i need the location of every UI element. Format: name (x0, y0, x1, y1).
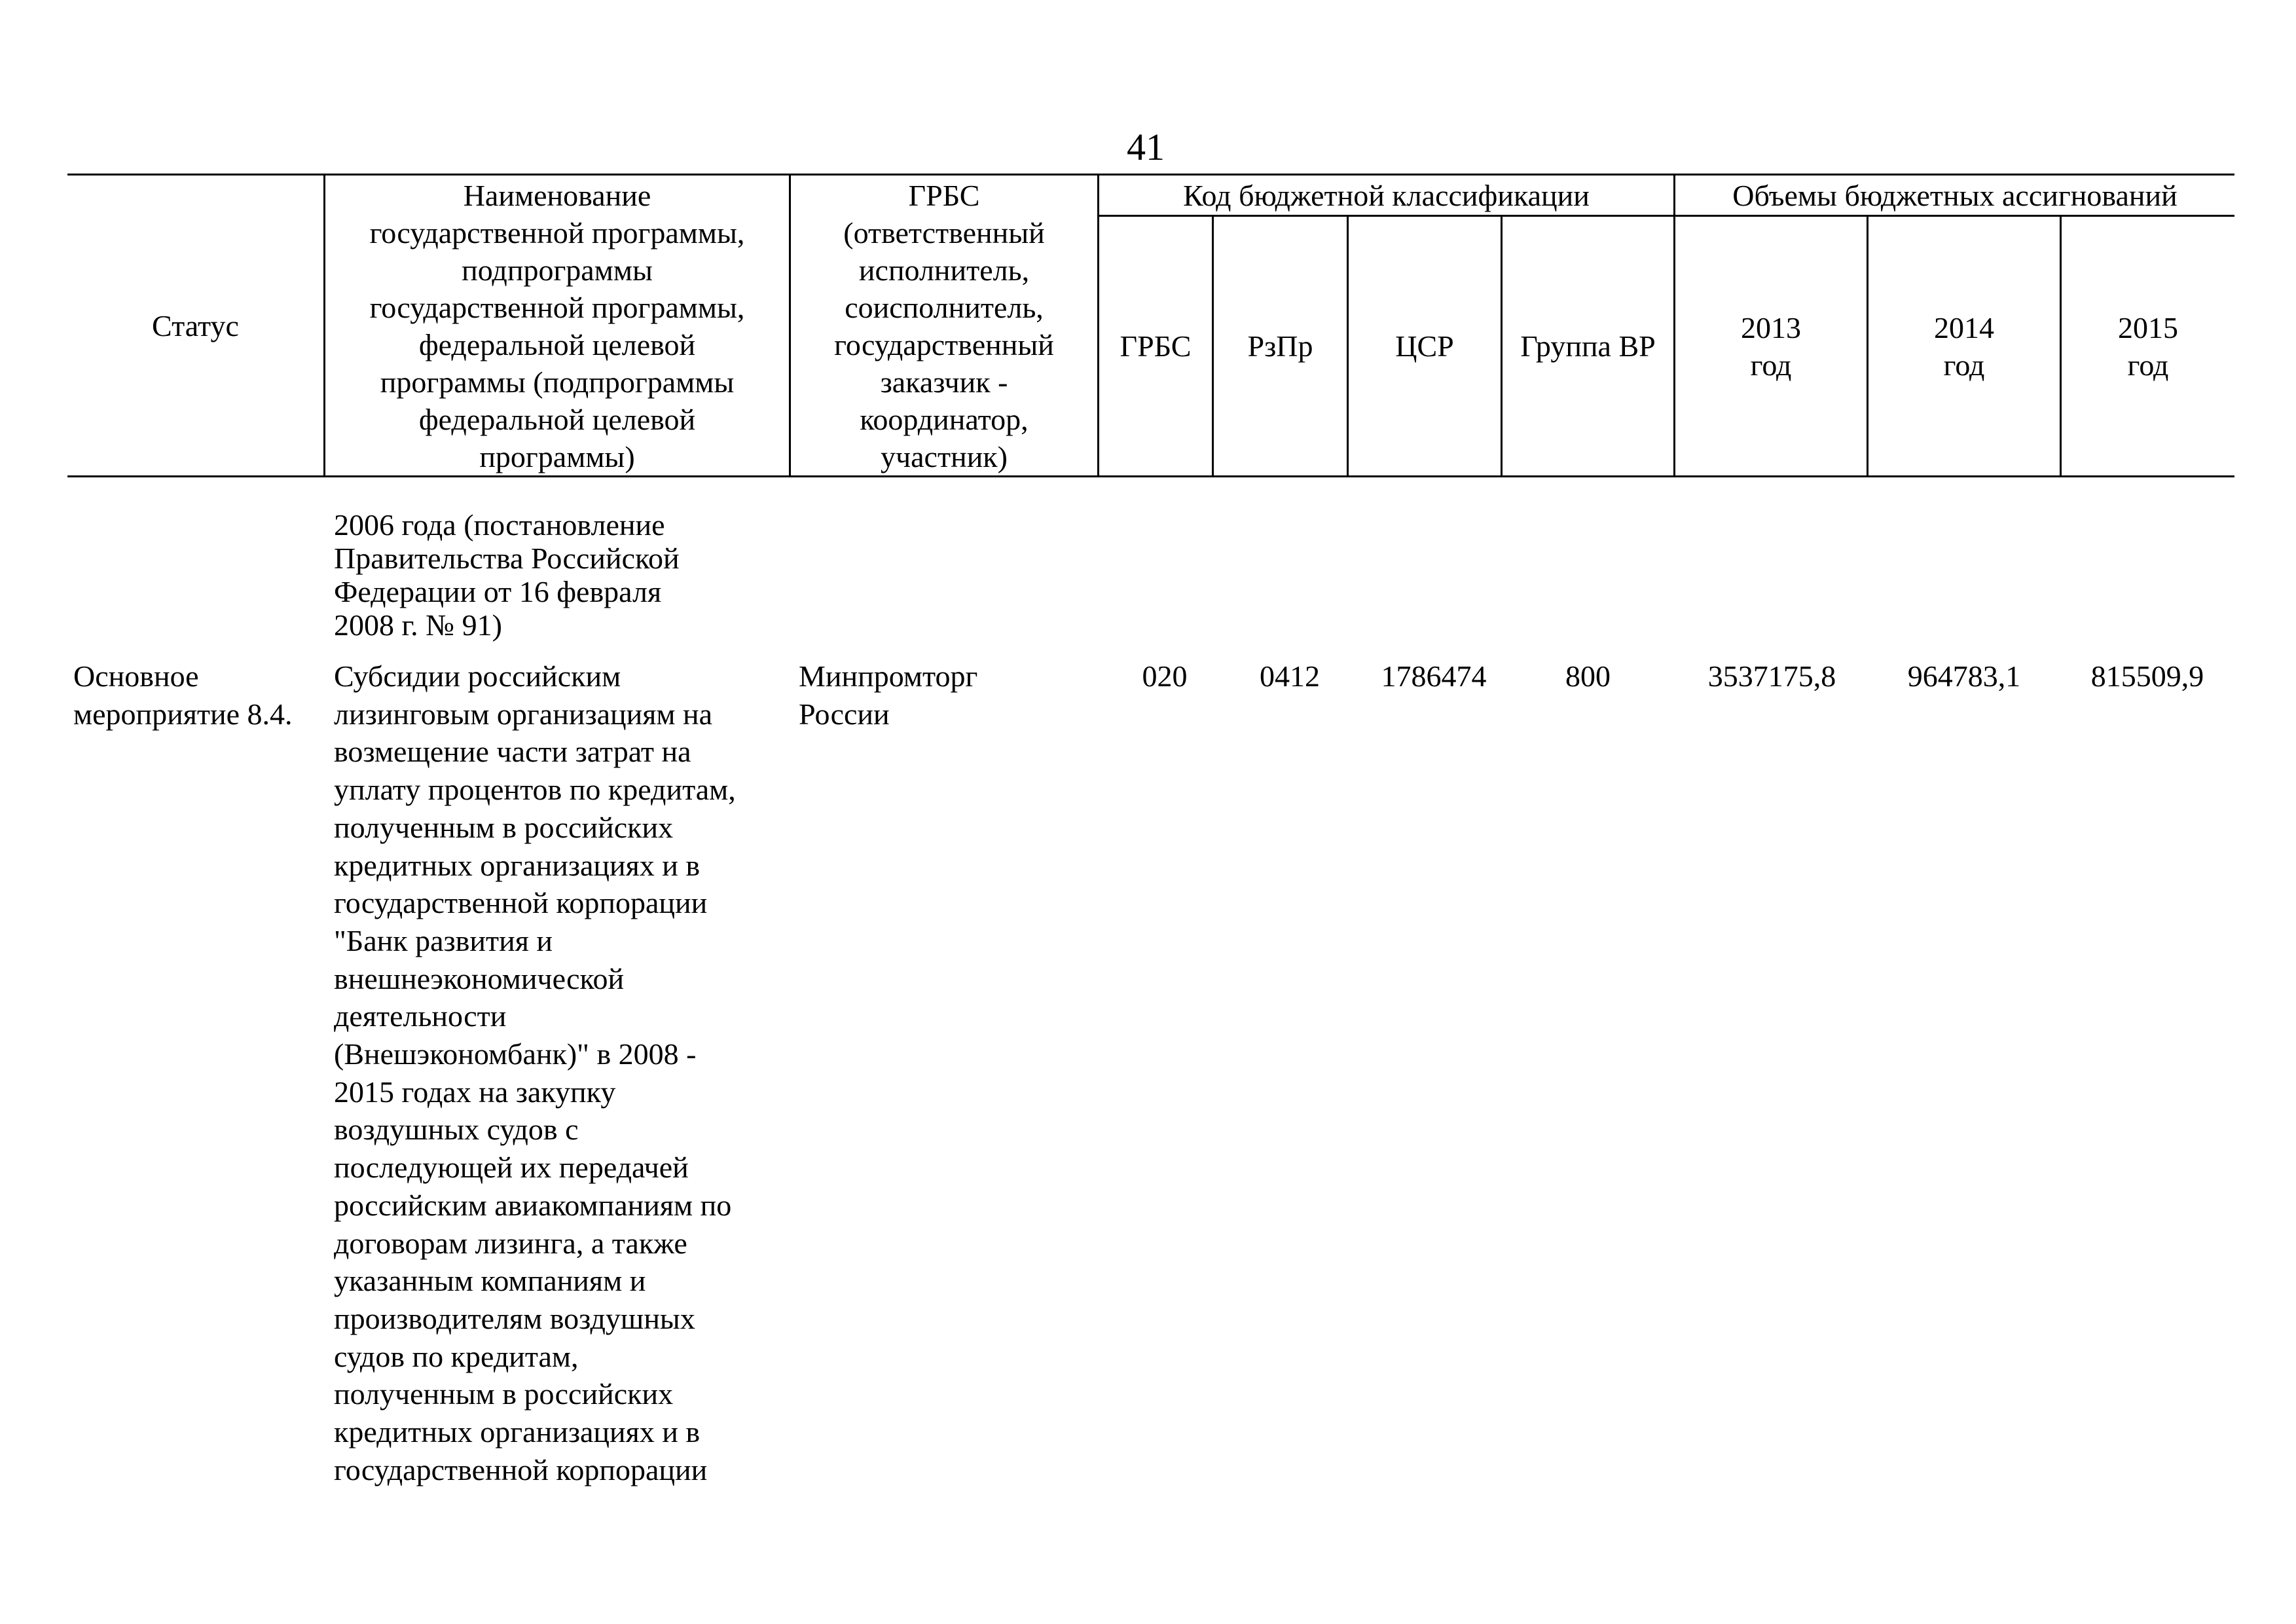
header-allocations-group (1675, 175, 2234, 215)
row-name: Субсидии российским лизинговым организациям на возмещение части затрат на уплату процентов по кредитам, полученным в российских кредитных организациях и в государственной корпорации "Банк развития и внешнеэкономической деятельности (Внешэкономбанк)" в 2008 - 2015 годах на закупку воздушных судов с последующей их передачей российским авиакомпаниям по договорам лизинга, а также указанным компаниям и производителям воздушных судов по кредитам, полученным в российских кредитных организациях и в государственной корпорации (334, 659, 736, 1486)
header-code-grbs-label: ГРБС (1120, 329, 1192, 363)
header-status-label: Статус (152, 308, 239, 342)
header-code-rzpr-label: РзПр (1247, 329, 1313, 363)
row-code-grbs: 020 (1142, 659, 1188, 693)
row-grbs: Минпромторг России (799, 659, 978, 731)
header-budget-code-group (1099, 175, 1673, 215)
header-name (325, 177, 789, 475)
header-budget-code-group-label: Код бюджетной классификации (1183, 178, 1590, 212)
row-amount-2014: 964783,1 (1907, 659, 2021, 693)
header-code-csr (1349, 217, 1501, 475)
row-code-group-vr: 800 (1565, 659, 1611, 693)
continuation-text: 2006 года (постановление Правительства Российской Федерации от 16 февраля 2008 г. № 91) (334, 508, 680, 642)
header-year-2015-label: 2015 год (2118, 310, 2178, 382)
header-year-2014 (1868, 217, 2060, 475)
header-year-2015 (2062, 217, 2234, 475)
header-year-2014-label: 2014 год (1934, 310, 1994, 382)
row-amount-2015: 815509,9 (2090, 659, 2204, 693)
header-bottom-border (67, 475, 2234, 477)
header-grbs-responsible-label: ГРБС (ответственный исполнитель, соисполнитель, государственный заказчик - координатор, участник) (834, 179, 1054, 473)
header-status (67, 175, 323, 475)
row-status: Основное мероприятие 8.4. (73, 659, 293, 731)
page-number: 41 (1127, 126, 1165, 168)
row-code-csr: 1786474 (1381, 659, 1487, 693)
header-code-group-vr-label: Группа ВР (1520, 329, 1656, 363)
header-code-rzpr (1214, 217, 1347, 475)
header-code-group-vr (1503, 217, 1673, 475)
header-code-grbs (1099, 217, 1212, 475)
header-year-2013 (1675, 217, 1867, 475)
row-code-rzpr: 0412 (1260, 659, 1320, 693)
header-allocations-group-label: Объемы бюджетных ассигнований (1732, 178, 2178, 212)
header-name-label: Наименование государственной программы, подпрограммы государственной программы, федеральной целевой программы (подпрограммы федеральной целевой программы) (369, 179, 745, 473)
header-year-2013-label: 2013 год (1741, 310, 1801, 382)
row-amount-2013: 3537175,8 (1707, 659, 1836, 693)
header-code-csr-label: ЦСР (1395, 329, 1454, 363)
header-grbs-responsible (791, 177, 1097, 475)
